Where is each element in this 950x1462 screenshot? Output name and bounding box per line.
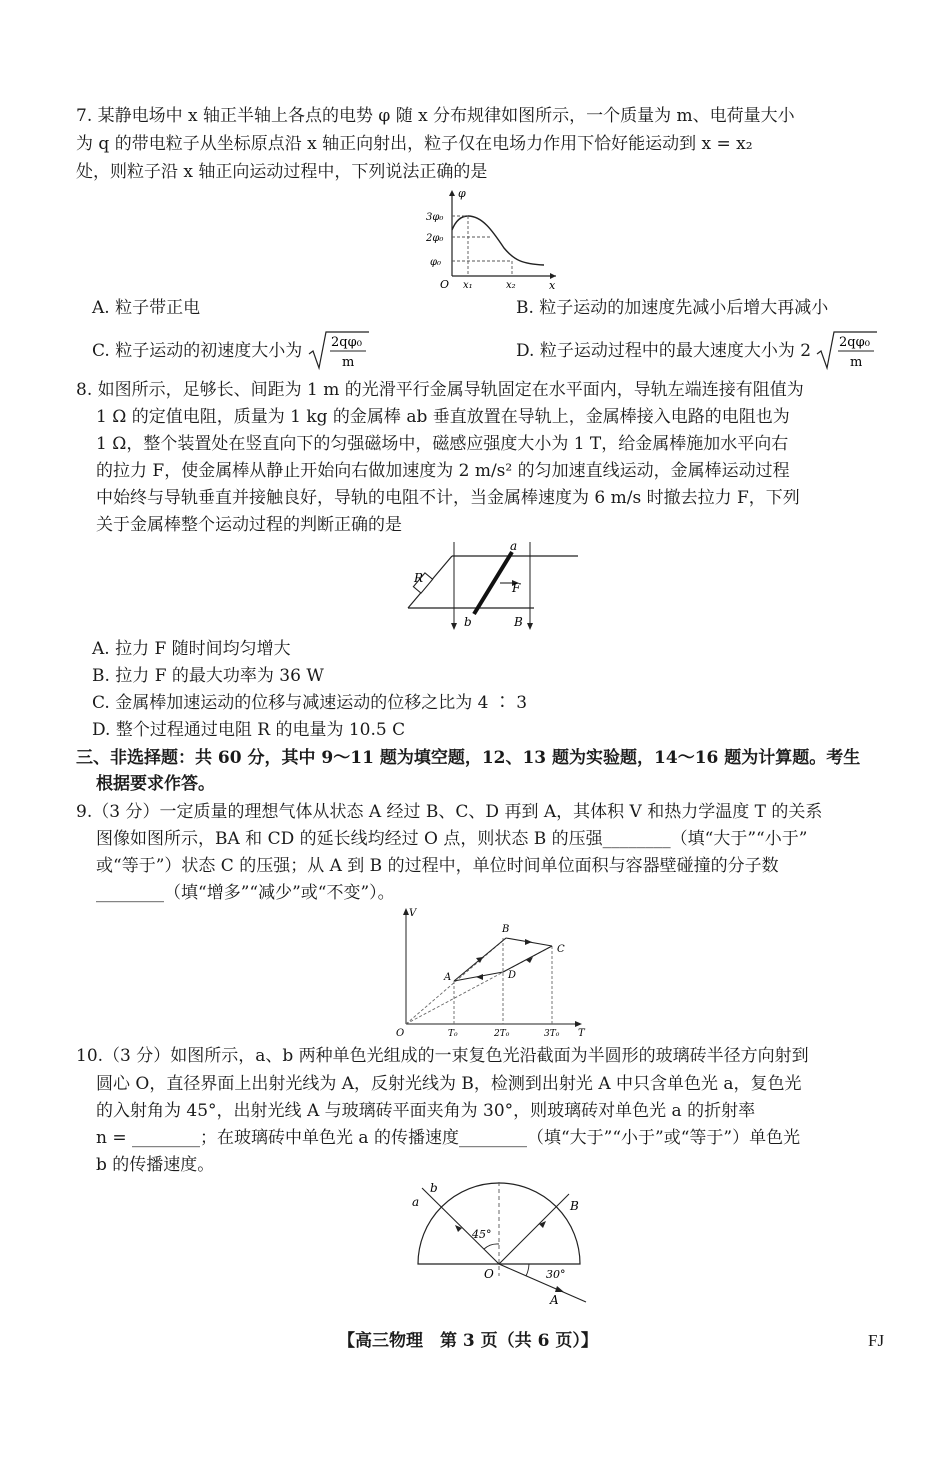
label-point-a: A xyxy=(444,972,452,983)
q7-option-b: B. 粒子运动的加速度先减小后增大再减小 xyxy=(516,298,829,318)
label-b-light: b xyxy=(430,1181,438,1195)
q10-line-3: 的入射角为 45°，出射光线 A 与玻璃砖平面夹角为 30°，则玻璃砖对单色光 a 的折射率 xyxy=(96,1101,756,1121)
q10-diagram-svg xyxy=(404,1176,594,1312)
label-point-d: D xyxy=(508,970,517,981)
line-cd xyxy=(503,946,552,972)
refracted-ray-a xyxy=(499,1264,586,1302)
t-axis-arrow xyxy=(575,1021,582,1027)
label-point-b: B xyxy=(502,924,510,935)
q8-line-5: 中始终与导轨垂直并接触良好，导轨的电阻不计，当金属棒速度为 6 m/s 时撤去拉力 F，下列 xyxy=(96,488,800,508)
q7-option-d xyxy=(516,330,878,374)
semicircle-glass xyxy=(418,1183,580,1264)
section3-heading: 三、非选择题：共 60 分，其中 9～11 题为填空题，12、13 题为实验题，14～16 题为计算题。考生 xyxy=(76,748,861,768)
q10-line-1: 10.（3 分）如图所示，a、b 两种单色光组成的一束复色光沿截面为半圆形的玻璃砖半径方向射到 xyxy=(76,1046,809,1066)
axis-phi-label: φ xyxy=(458,187,466,200)
label-t: T xyxy=(578,1028,585,1038)
label-b: b xyxy=(464,615,472,629)
q7-potential-graph xyxy=(422,186,562,292)
paper-code: FJ xyxy=(868,1331,885,1350)
label-v: V xyxy=(409,908,417,919)
tick-phi: φ₀ xyxy=(430,257,442,268)
tick-t0: T₀ xyxy=(448,1029,458,1038)
sqrt-expression-d xyxy=(816,330,878,372)
q10-semicircle-diagram xyxy=(404,1176,594,1312)
tick-x2: x₂ xyxy=(506,280,516,291)
label-f: F xyxy=(512,581,521,595)
q9-line-1: 9.（3 分）一定质量的理想气体从状态 A 经过 B、C、D 再到 A，其体积 V 和热力学温度 T 的关系 xyxy=(76,802,823,822)
q8-line-4: 的拉力 F，使金属棒从静止开始向右做加速度为 2 m/s² 的匀加速直线运动，金属棒运动过程 xyxy=(96,461,790,481)
q9-line-2: 图像如图所示，BA 和 CD 的延长线均经过 O 点，则状态 B 的压强________（填“大于”“小于” xyxy=(96,829,808,849)
q7-line-1: 7. 某静电场中 x 轴正半轴上各点的电势 φ 随 x 分布规律如图所示，一个质量为 m、电荷量大小 xyxy=(76,106,795,126)
tick-3phi: 3φ₀ xyxy=(426,212,444,223)
reflected-arrow xyxy=(539,1221,546,1228)
page-footer: 【高三物理 第 3 页（共 6 页）】 xyxy=(338,1331,598,1351)
q9-line-4: ________（填“增多”“减少”或“不变”）。 xyxy=(96,883,395,903)
q7-line-3: 处，则粒子沿 x 轴正向运动过程中，下列说法正确的是 xyxy=(76,162,488,182)
label-ray-b: B xyxy=(570,1199,579,1213)
field-arrow-left xyxy=(451,623,457,630)
q8-option-b: B. 拉力 F 的最大功率为 36 W xyxy=(92,666,324,686)
q7-graph-svg xyxy=(422,186,562,292)
incident-ray xyxy=(422,1188,499,1264)
potential-curve xyxy=(452,216,544,265)
q8-line-1: 8. 如图所示，足够长、间距为 1 m 的光滑平行金属导轨固定在水平面内，导轨左端连接有阻值为 xyxy=(76,380,804,400)
field-arrow-right xyxy=(527,623,533,630)
arrow-bc xyxy=(525,939,532,945)
tick-2phi: 2φ₀ xyxy=(426,233,444,244)
q9-line-3: 或“等于”）状态 C 的压强；从 A 到 B 的过程中，单位时间单位面积与容器壁碰撞的分子数 xyxy=(96,856,779,876)
label-a: a xyxy=(510,539,518,553)
refracted-arrow xyxy=(555,1286,564,1292)
label-a-light: a xyxy=(412,1195,420,1209)
label-o: O xyxy=(396,1028,405,1038)
angle-arc-45 xyxy=(484,1244,499,1249)
q9-vt-graph xyxy=(392,906,588,1038)
y-axis-arrow xyxy=(449,190,455,196)
label-origin: O xyxy=(484,1267,494,1281)
label-point-c: C xyxy=(557,944,565,955)
q10-line-2: 圆心 O，直径界面上出射光线为 A，反射光线为 B，检测到出射光 A 中只含单色光 a，复色光 xyxy=(96,1074,802,1094)
q8-option-a: A. 拉力 F 随时间均匀增大 xyxy=(92,639,291,659)
q7-option-c xyxy=(92,330,370,374)
q8-line-3: 1 Ω，整个装置处在竖直向下的匀强磁场中，磁感应强度大小为 1 T，给金属棒施加水平向右 xyxy=(96,434,789,454)
q7-option-c-text: C. 粒子运动的初速度大小为 xyxy=(92,341,303,361)
q8-option-d: D. 整个过程通过电阻 R 的电量为 10.5 C xyxy=(92,720,406,740)
sqrt-expression-c xyxy=(308,330,370,372)
label-angle-30: 30° xyxy=(546,1268,566,1281)
q10-line-5: b 的传播速度。 xyxy=(96,1155,215,1175)
reflected-ray-b xyxy=(499,1194,569,1264)
sqrt-d-denominator: m xyxy=(850,355,863,370)
q8-option-c: C. 金属棒加速运动的位移与减速运动的位移之比为 4 ∶ 3 xyxy=(92,693,528,713)
label-field-b: B xyxy=(514,615,523,629)
angle-arc-30 xyxy=(526,1264,529,1276)
q8-diagram-svg xyxy=(402,538,580,636)
q10-line-4: n = ________；在玻璃砖中单色光 a 的传播速度________（填“大于”“小于”或“等于”）单色光 xyxy=(96,1128,801,1148)
q9-graph-svg xyxy=(392,906,588,1038)
sqrt-c-denominator: m xyxy=(341,355,354,370)
label-angle-45: 45° xyxy=(472,1228,492,1241)
tick-2t0: 2T₀ xyxy=(494,1029,510,1038)
q8-rail-diagram xyxy=(402,538,580,636)
tick-x1: x₁ xyxy=(463,280,473,291)
section3-heading-2: 根据要求作答。 xyxy=(96,774,215,794)
origin-label: O xyxy=(440,278,450,291)
q7-option-a: A. 粒子带正电 xyxy=(92,298,201,318)
sqrt-c-numerator: 2qφ₀ xyxy=(330,335,362,350)
q8-line-2: 1 Ω 的定值电阻，质量为 1 kg 的金属棒 ab 垂直放置在导轨上，金属棒接入电路的电阻也为 xyxy=(96,407,790,427)
label-ray-a: A xyxy=(550,1293,559,1307)
q8-line-6: 关于金属棒整个运动过程的判断正确的是 xyxy=(96,515,402,535)
arrow-da xyxy=(476,974,483,980)
q7-line-2: 为 q 的带电粒子从坐标原点沿 x 轴正向射出，粒子仅在电场力作用下恰好能运动到 x = x₂ xyxy=(76,134,753,154)
axis-x-label: x xyxy=(549,279,556,292)
tick-3t0: 3T₀ xyxy=(544,1029,560,1038)
label-r: R xyxy=(414,571,424,585)
sqrt-d-numerator: 2qφ₀ xyxy=(839,335,871,350)
q7-option-d-text: D. 粒子运动过程中的最大速度大小为 2 xyxy=(516,341,812,361)
